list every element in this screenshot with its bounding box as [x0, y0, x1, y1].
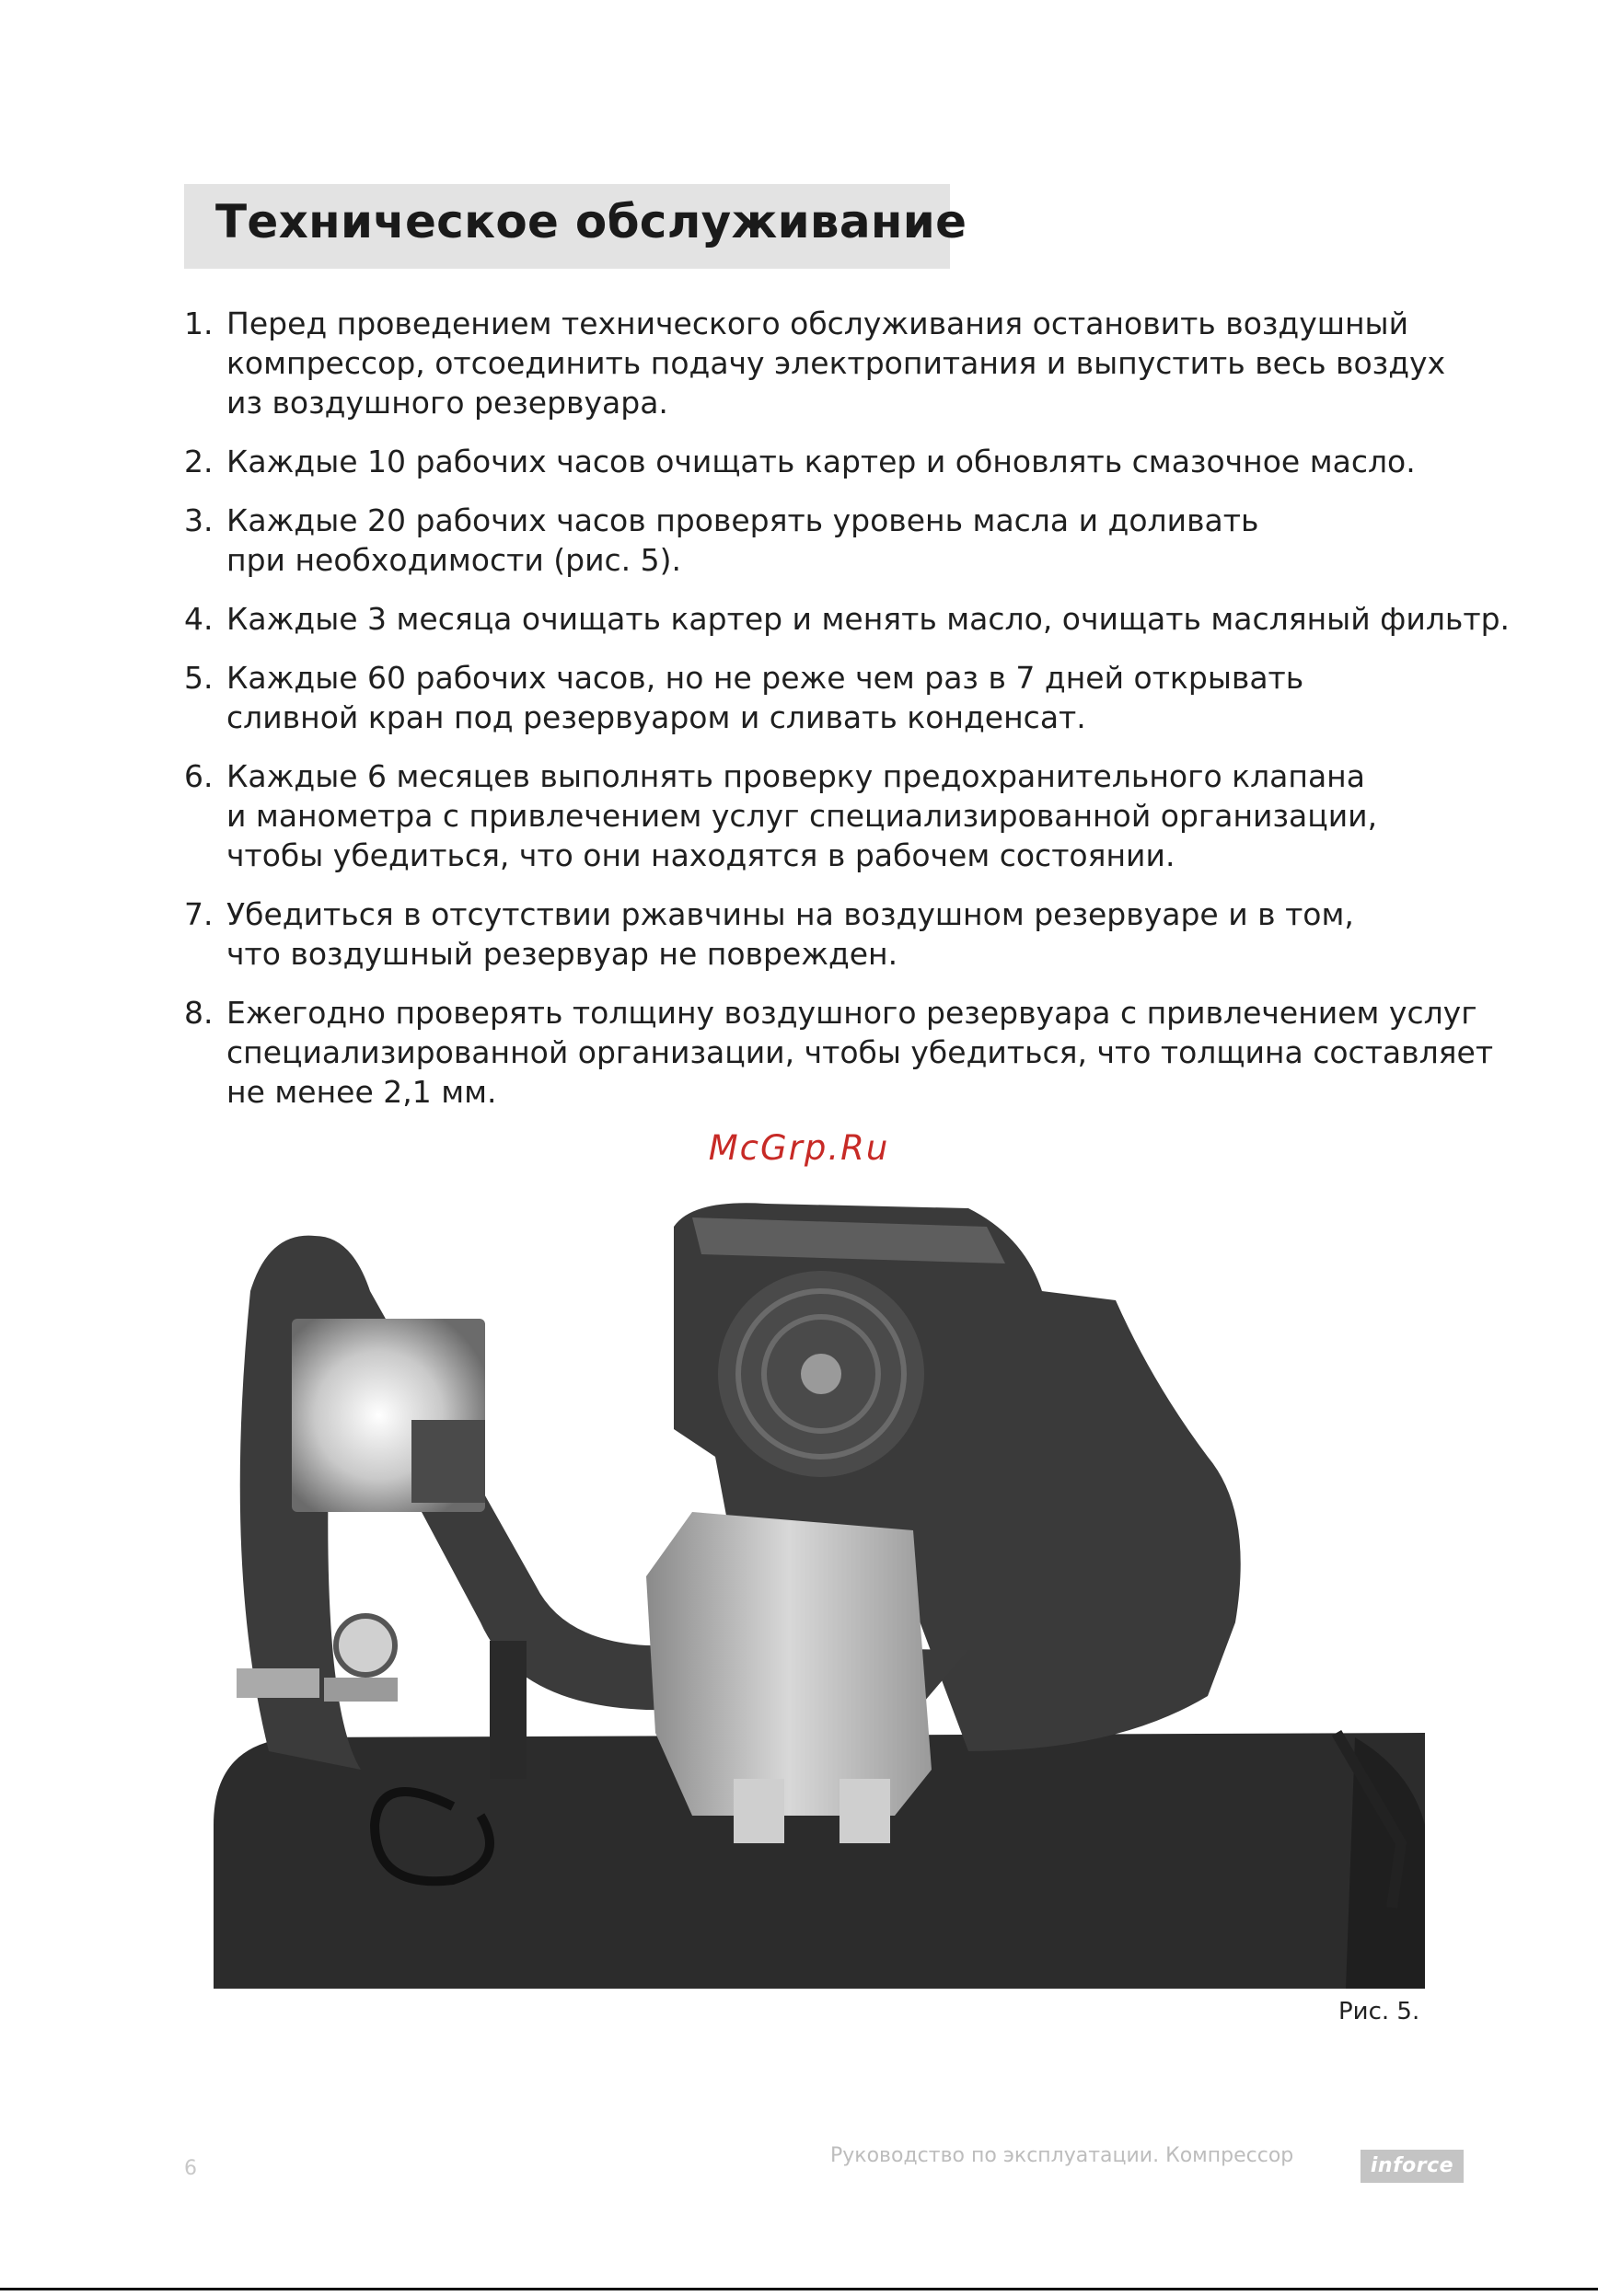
step-text-line: сливной кран под резервуаром и сливать конденсат.	[226, 699, 1086, 735]
foot-right	[840, 1779, 890, 1843]
step-item	[184, 442, 1436, 481]
section-heading: Техническое обслуживание	[215, 195, 967, 248]
step-text	[226, 599, 1511, 639]
step-text-line: Убедиться в отсутствии ржавчины на воздушном резервуаре и в том,	[226, 896, 1354, 932]
page-number: 6	[184, 2157, 197, 2180]
step-text	[226, 442, 1436, 481]
step-text	[226, 993, 1494, 1112]
brand-logo: inforce	[1361, 2150, 1464, 2183]
step-number: 7.	[184, 896, 214, 932]
step-number: 4.	[184, 601, 214, 637]
step-number: 2.	[184, 444, 214, 479]
footer-title: Руководство по эксплуатации. Компрессор	[830, 2144, 1294, 2167]
watermark: McGrp.Ru	[708, 1128, 890, 1168]
compressor-figure	[214, 1181, 1425, 1989]
step-text-line: Перед проведением технического обслуживания остановить воздушный	[226, 306, 1409, 341]
step-text-line: при необходимости (рис. 5).	[226, 542, 682, 578]
step-text	[226, 501, 1436, 580]
maintenance-steps-list	[184, 304, 1511, 1131]
compressor-illustration	[214, 1181, 1425, 1989]
pump-body	[646, 1512, 932, 1816]
step-text-line: не менее 2,1 мм.	[226, 1074, 497, 1110]
step-text	[226, 894, 1436, 974]
step-text-line: Каждые 60 рабочих часов, но не реже чем раз в 7 дней открывать	[226, 660, 1304, 696]
step-item	[184, 501, 1436, 580]
step-number: 1.	[184, 306, 214, 341]
step-text-line: специализированной организации, чтобы убедиться, что толщина составляет	[226, 1034, 1494, 1070]
step-text-line: что воздушный резервуар не поврежден.	[226, 936, 898, 972]
manometer	[336, 1616, 395, 1675]
step-text-line: из воздушного резервуара.	[226, 385, 668, 421]
step-text-line: компрессор, отсоединить подачу электропитания и выпустить весь воздух	[226, 345, 1446, 381]
step-text	[226, 304, 1446, 422]
step-item	[184, 756, 1436, 875]
step-item	[184, 894, 1436, 974]
section-heading-box	[184, 184, 967, 269]
step-item	[184, 658, 1436, 737]
step-text-line: Каждые 20 рабочих часов проверять уровень масла и доливать	[226, 502, 1259, 538]
step-text-line: Каждые 10 рабочих часов очищать картер и обновлять смазочное масло.	[226, 444, 1416, 479]
step-text-line: Каждые 6 месяцев выполнять проверку предохранительного клапана	[226, 758, 1365, 794]
step-number: 3.	[184, 502, 214, 538]
step-item	[184, 304, 1446, 422]
foot-left	[734, 1779, 784, 1843]
step-text-line: и манометра с привлечением услуг специализированной организации,	[226, 798, 1378, 834]
figure-caption: Рис. 5.	[1338, 1998, 1420, 2025]
quick-coupler	[237, 1668, 319, 1698]
step-text	[226, 658, 1436, 737]
step-text-line: чтобы убедиться, что они находятся в рабочем состоянии.	[226, 837, 1175, 873]
step-text-line: Каждые 3 месяца очищать картер и менять масло, очищать масляный фильтр.	[226, 601, 1511, 637]
step-number: 8.	[184, 995, 214, 1031]
step-number: 6.	[184, 758, 214, 794]
bottom-rule	[0, 2288, 1598, 2290]
step-text-line: Ежегодно проверять толщину воздушного резервуара с привлечением услуг	[226, 995, 1477, 1031]
step-number: 5.	[184, 660, 214, 696]
step-item	[184, 599, 1511, 639]
step-text	[226, 756, 1436, 875]
step-item	[184, 993, 1494, 1112]
